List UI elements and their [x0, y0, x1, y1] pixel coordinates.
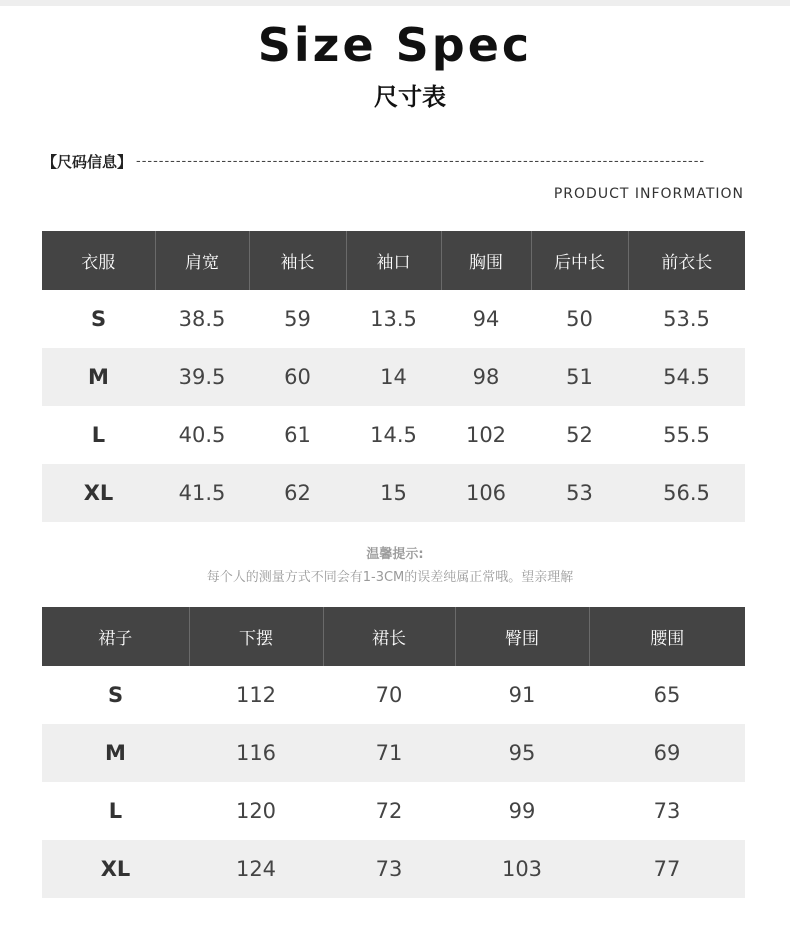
- table-cell: 39.5: [155, 348, 249, 406]
- header-cell-sleeve-length: 袖长: [249, 231, 346, 290]
- header-cell-back-length: 后中长: [531, 231, 628, 290]
- tip-body: 每个人的测量方式不同会有1-3CM的误差纯属正常哦。望亲理解: [206, 570, 574, 585]
- size-cell: XL: [42, 840, 189, 898]
- table-row: [42, 406, 745, 464]
- size-cell: L: [91, 423, 106, 447]
- table-cell: 62: [249, 464, 346, 522]
- header-cell-shoulder: 肩宽: [155, 231, 249, 290]
- header-cell-hem: 下摆: [189, 607, 323, 666]
- size-cell: S: [107, 683, 124, 707]
- size-info-row: [42, 150, 744, 172]
- table-cell: 40.5: [178, 423, 226, 447]
- table-cell: 54.5: [628, 348, 745, 406]
- size-cell: M: [42, 348, 155, 406]
- table-cell: 91: [508, 683, 536, 707]
- table-row: [42, 840, 745, 898]
- page-subtitle: 尺寸表: [374, 83, 446, 111]
- table-cell: 52: [566, 423, 593, 447]
- table-cell: 70: [375, 683, 403, 707]
- table-cell: 73: [653, 799, 681, 823]
- clothes-size-table: [42, 231, 745, 522]
- table-cell: 38.5: [178, 307, 226, 331]
- table-cell: 41.5: [155, 464, 249, 522]
- table-cell: 65: [653, 683, 681, 707]
- table-cell: 71: [323, 724, 455, 782]
- table-cell: 72: [375, 799, 403, 823]
- table-cell: 73: [323, 840, 455, 898]
- table-cell: 56.5: [628, 464, 745, 522]
- table-cell: 59: [284, 307, 311, 331]
- top-strip: [0, 0, 790, 6]
- table-cell: 53: [531, 464, 628, 522]
- table-header-row: [42, 231, 745, 290]
- table-cell: 61: [284, 423, 311, 447]
- table-cell: 95: [455, 724, 589, 782]
- table-row: [42, 724, 745, 782]
- table-cell: 60: [249, 348, 346, 406]
- size-cell: L: [108, 799, 123, 823]
- header-cell-hip: 臀围: [455, 607, 589, 666]
- table-cell: 98: [441, 348, 531, 406]
- table-cell: 55.5: [663, 423, 710, 447]
- table-cell: 15: [346, 464, 441, 522]
- skirt-size-table: [42, 607, 745, 898]
- table-row: [42, 782, 745, 840]
- table-cell: 102: [465, 423, 507, 447]
- dashed-divider: ----------------------------------------------------------------------------------------------------: [136, 153, 706, 169]
- table-cell: 51: [531, 348, 628, 406]
- table-header-row: [42, 607, 745, 666]
- table-cell: 14.5: [370, 423, 417, 447]
- table-cell: 103: [455, 840, 589, 898]
- header-cell-skirt: 裙子: [42, 607, 189, 666]
- table-row: [42, 348, 745, 406]
- header-cell-cuff: 袖口: [346, 231, 441, 290]
- table-cell: 116: [189, 724, 323, 782]
- table-cell: 120: [235, 799, 277, 823]
- header-cell-skirt-length: 裙长: [323, 607, 455, 666]
- table-cell: 94: [472, 307, 500, 331]
- table-cell: 106: [441, 464, 531, 522]
- table-cell: 99: [508, 799, 536, 823]
- table-row: [42, 290, 745, 348]
- table-cell: 69: [589, 724, 745, 782]
- table-cell: 124: [189, 840, 323, 898]
- page-title: Size Spec: [257, 18, 533, 72]
- table-cell: 14: [346, 348, 441, 406]
- size-cell: XL: [42, 464, 155, 522]
- size-info-label: 【尺码信息】: [42, 152, 133, 171]
- table-cell: 13.5: [370, 307, 417, 331]
- table-cell: 77: [589, 840, 745, 898]
- size-cell: M: [42, 724, 189, 782]
- header-cell-clothes: 衣服: [42, 231, 155, 290]
- header-cell-waist: 腰围: [589, 607, 745, 666]
- table-cell: 53.5: [663, 307, 710, 331]
- table-cell: 112: [235, 683, 277, 707]
- table-cell: 50: [566, 307, 593, 331]
- product-information-label: PRODUCT INFORMATION: [553, 186, 744, 202]
- header-cell-front-length: 前衣长: [628, 231, 745, 290]
- table-row: [42, 666, 745, 724]
- size-cell: S: [90, 307, 107, 331]
- header-cell-bust: 胸围: [441, 231, 531, 290]
- table-row: [42, 464, 745, 522]
- tip-title: 温馨提示:: [366, 547, 424, 562]
